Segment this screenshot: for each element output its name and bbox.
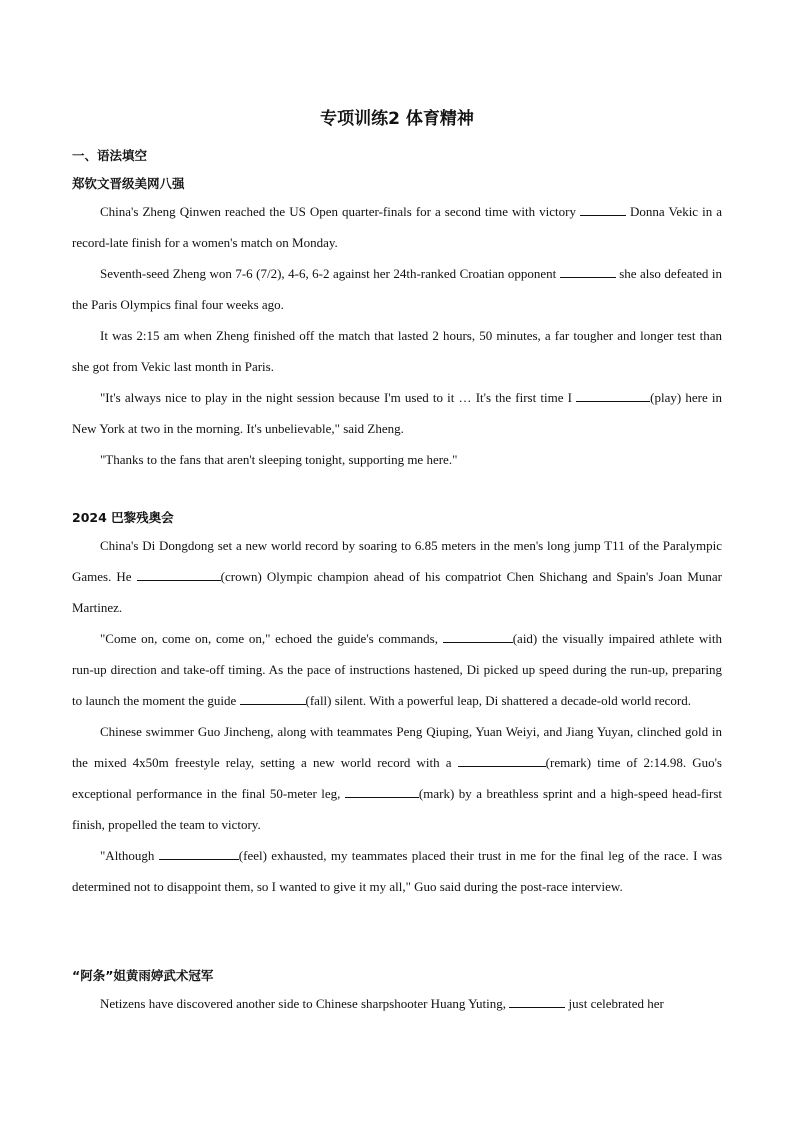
answer-blank[interactable] <box>240 692 306 705</box>
text-segment: (crown) Olympic champion ahead of his compatriot Chen Shichang and Spain's Joan Munar Martinez. <box>72 569 722 615</box>
paragraph <box>72 988 722 1019</box>
section-heading: 一、语法填空 <box>72 148 148 163</box>
text-segment: Netizens have discovered another side to Chinese sharpshooter Huang Yuting, <box>100 996 510 1011</box>
answer-blank[interactable] <box>509 995 565 1008</box>
passage-3 <box>72 966 722 1019</box>
paragraph <box>72 196 722 258</box>
text-segment: Chinese swimmer Guo Jincheng, along with teammates Peng Qiuping, Yuan Weiyi, and Jiang Yuyan, clinched gold in the mixed 4x50m freestyle relay, setting a new world record with a <box>72 724 722 770</box>
paragraph <box>72 258 722 320</box>
text-segment: (aid) the visually impaired athlete with run-up direction and take-off timing. As the pace of instructions hastened, Di picked up speed during the run-up, preparing to launch the moment the guide <box>72 631 722 708</box>
text-segment: China's Di Dongdong set a new world record by soaring to 6.85 meters in the men's long jump T11 of the Paralympic Games. He <box>72 538 722 584</box>
answer-blank[interactable] <box>560 265 616 278</box>
text-segment: (play) here in New York at two in the morning. It's unbelievable," said Zheng. <box>72 390 722 436</box>
paragraph <box>72 840 722 902</box>
passage-heading: 2024 巴黎残奥会 <box>72 510 174 525</box>
answer-blank[interactable] <box>576 389 650 402</box>
text-segment: Seventh-seed Zheng won 7-6 (7/2), 4-6, 6-2 against her 24th-ranked Croatian opponent <box>100 266 560 281</box>
answer-blank[interactable] <box>345 785 419 798</box>
text-segment: "Thanks to the fans that aren't sleeping tonight, supporting me here." <box>100 452 458 467</box>
text-segment: It was 2:15 am when Zheng finished off the match that lasted 2 hours, 50 minutes, a far tougher and longer test than she got from Vekic last month in Paris. <box>72 328 722 374</box>
text-segment: (feel) exhausted, my teammates placed their trust in me for the final leg of the race. I was determined not to disappoint them, so I wanted to give it my all," Guo said during the post-race interview. <box>72 848 723 894</box>
answer-blank[interactable] <box>580 203 626 216</box>
text-segment: (mark) by a breathless sprint and a high-speed head-first finish, propelled the team to victory. <box>72 786 722 832</box>
text-segment: (fall) silent. With a powerful leap, Di shattered a decade-old world record. <box>305 693 691 708</box>
passage-2 <box>72 508 722 902</box>
text-segment: (remark) time of 2:14.98. Guo's exceptional performance in the final 50-meter leg, <box>72 755 722 801</box>
text-segment: "Although <box>100 848 159 863</box>
text-segment: China's Zheng Qinwen reached the US Open quarter-finals for a second time with victory <box>100 204 581 219</box>
answer-blank[interactable] <box>458 754 546 767</box>
answer-blank[interactable] <box>137 568 221 581</box>
page-title: 专项训练2 体育精神 <box>320 109 474 129</box>
text-segment: she also defeated in the Paris Olympics final four weeks ago. <box>72 266 723 312</box>
text-segment: just celebrated her <box>565 996 664 1011</box>
passage-heading: 郑钦文晋级美网八强 <box>72 176 185 191</box>
paragraph <box>72 530 722 623</box>
paragraph <box>72 623 722 716</box>
answer-blank[interactable] <box>443 630 513 643</box>
paragraph <box>72 444 722 475</box>
paragraph <box>72 382 722 444</box>
passage-heading: “阿条”姐黄雨婷武术冠军 <box>72 968 214 983</box>
text-segment: "It's always nice to play in the night session because I'm used to it … It's the first time I <box>100 390 577 405</box>
text-segment: Donna Vekic in a record-late finish for a women's match on Monday. <box>72 204 723 250</box>
paragraph <box>72 716 722 840</box>
text-segment: "Come on, come on, come on," echoed the guide's commands, <box>100 631 443 646</box>
answer-blank[interactable] <box>159 847 239 860</box>
passage-1 <box>72 174 722 475</box>
paragraph <box>72 320 722 382</box>
